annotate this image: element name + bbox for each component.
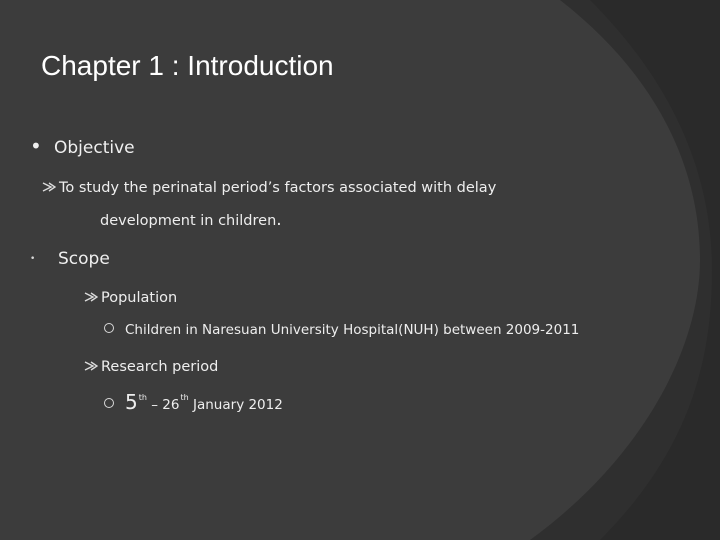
arrow-bullet-icon <box>42 181 56 193</box>
objective-text-line2: development in children <box>100 213 277 229</box>
scope-heading <box>30 249 110 269</box>
objective-heading <box>30 134 135 158</box>
research-period-label: Research period <box>101 359 219 375</box>
population-detail-text: Children in Naresuan University Hospital(NUH) between 2009-2011 <box>125 322 580 338</box>
objective-item-cont <box>100 210 282 230</box>
scope-label: Scope <box>58 249 110 269</box>
period-end-text: January 2012 <box>193 397 283 413</box>
circle-bullet-icon <box>104 398 114 408</box>
research-period-detail <box>104 390 283 414</box>
population-label: Population <box>101 290 178 306</box>
objective-text-line1: To study the perinatal period’s factors associated with delay <box>59 180 497 196</box>
arrow-bullet-icon <box>84 360 98 372</box>
objective-period: . <box>276 210 282 230</box>
period-start-day: 5 <box>125 390 138 414</box>
population-detail <box>104 322 579 338</box>
bullet-dot-icon: • <box>30 254 36 264</box>
arrow-bullet-icon <box>84 291 98 303</box>
research-period-item <box>84 359 218 375</box>
population-item <box>84 290 177 306</box>
bullet-dot-icon: • <box>30 134 42 158</box>
objective-label: Objective <box>54 138 135 158</box>
circle-bullet-icon <box>104 323 114 333</box>
period-end-suffix: th <box>180 393 189 402</box>
objective-item <box>42 180 496 196</box>
period-dash-end-day: – 26 <box>151 397 180 413</box>
slide-title: Chapter 1 : Introduction <box>41 50 334 81</box>
period-start-suffix: th <box>138 393 147 402</box>
